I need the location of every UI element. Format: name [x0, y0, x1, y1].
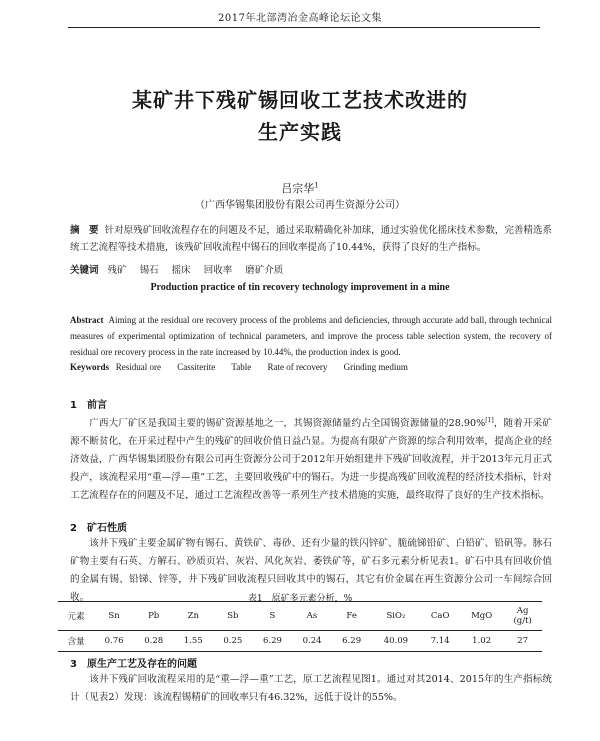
citation: [1]: [485, 417, 494, 424]
table-header-cell: Sn: [108, 611, 120, 621]
section-number: 3: [70, 659, 77, 670]
section-number: 2: [70, 523, 77, 534]
table-row: [58, 631, 542, 652]
table-header-cell: SiO₂: [386, 611, 406, 621]
keyword-en: Rate of recovery: [267, 362, 328, 372]
keyword-en: Residual ore: [115, 362, 161, 372]
author-name: 吕宗华: [281, 182, 315, 195]
table-cell: 6.29: [342, 636, 362, 646]
table-header-cell: MgO: [471, 611, 493, 621]
table-header-cell: Pb: [148, 611, 160, 621]
abstract-en: [70, 312, 552, 360]
section-2-paragraph: 该井下残矿主要金属矿物有锡石、黄铁矿、毒砂、还有少量的铁闪锌矿、脆硫锑铅矿、白铅矿、铅矾等。脉石矿物主要有石英、方解石、砂质页岩、灰岩、风化灰岩、萎铁矿等，矿石多元素分析见表1。矿石中具有回收价值的金属有锡、铅锑、锌等，井下残矿回收流程只回收其中的锡石，其它有价金属在再生资源分公司一车间综合回收。: [70, 538, 552, 603]
keyword-cn: 摇床: [171, 265, 191, 276]
abstract-en-label: Abstract: [70, 315, 104, 325]
table-header-cell: CaO: [430, 611, 450, 621]
abstract-cn-text: 针对原残矿回收流程存在的问题及不足，通过采取精确化补加球，通过实验优化摇床技术参数，完善精选系统工艺流程等技术措施，该残矿回收流程中锡石的回收率提高了10.44%，获得了良好的生产指标。: [70, 225, 552, 253]
table-cell: 1.55: [183, 636, 203, 646]
table-caption: 表1 原矿多元素分析，%: [247, 594, 353, 604]
abstract-en-text: Aiming at the residual ore recovery process of the problems and deficiencies, through accurate add ball, through technical measures of experimental optimization of technical parameters, and improve the process table selection system, the recovery of residual ore recovery process in the rate increased by 10.44%, the production index is good.: [70, 315, 553, 357]
section-heading-3: [70, 655, 197, 670]
table-header-cell: Sb: [227, 611, 239, 621]
keywords-en: [70, 362, 552, 372]
keyword-cn: 磨矿介质: [245, 265, 284, 276]
affiliation: （广西华锡集团股份有限公司再生资源分公司）: [195, 200, 405, 211]
abstract-cn: [70, 222, 552, 256]
title-line-2: 生产实践: [258, 120, 342, 144]
table-row-label: 含量: [67, 637, 85, 647]
english-title: Production practice of tin recovery technology improvement in a mine: [150, 282, 450, 293]
running-header: 2017年北部湾冶金高峰论坛论文集: [218, 13, 382, 24]
section-title: 原生产工艺及存在的问题: [86, 659, 197, 670]
para-text: ，随着开采矿源不断贫化，在开采过程中产生的残矿的回收价值日益凸显。为提高有限矿产资源的综合利用效率，提高企业的经济效益，广西华锡集团股份有限公司再生资源分公司于2012年开始组建井下残矿回收流程，并于2013年元月正式投产，该流程采用“重—浮—重”工艺，主要回收残矿中的锡石。为进一步提高残矿回收流程的经济技术指标，针对工艺流程存在的问题及不足，通过工艺流程改善等一系列生产技术措施的实施，最终取得了良好的生产技术指标。: [70, 418, 552, 502]
keyword-cn: 残矿: [107, 265, 127, 276]
section-title: 矿石性质: [86, 523, 127, 534]
keywords-cn-label: 关键词: [70, 265, 99, 276]
keyword-en: Table: [231, 362, 252, 372]
table-header-row: [58, 602, 542, 631]
keyword-en: Cassiterite: [177, 362, 216, 372]
section-number: 1: [70, 400, 77, 411]
title-line-1: 某矿井下残矿锡回收工艺技术改进的: [132, 88, 468, 112]
para-text: 广西大厂矿区是我国主要的锡矿资源基地之一，其锡资源储量约占全国锡资源储量的28.90%: [89, 418, 486, 430]
keywords-en-label: Keywords: [70, 362, 109, 372]
table-header-cell: S: [269, 611, 276, 621]
table-cell: 7.14: [430, 636, 450, 646]
keyword-cn: 锡石: [139, 265, 159, 276]
section-title: 前言: [86, 400, 107, 411]
section-heading-1: [70, 396, 107, 411]
section-3-paragraph: 该井下残矿回收流程采用的是“重—浮—重”工艺，原工艺流程见图1。通过对其2014、2015年的生产指标统计（见表2）发现：该流程锡精矿的回收率只有46.32%，远低于设计的55%。: [70, 674, 552, 703]
author: [0, 180, 600, 196]
author-sup: 1: [314, 181, 319, 190]
table-header-cell: 元素: [67, 612, 85, 622]
table-cell: 0.25: [223, 636, 243, 646]
header-rule: [68, 27, 540, 28]
section-heading-2: [70, 519, 127, 534]
table-cell: 0.24: [302, 636, 322, 646]
table-header-cell: As: [306, 611, 318, 621]
table-header-cell: Fe: [346, 611, 357, 621]
element-analysis-table: [58, 601, 542, 652]
table-cell: 1.02: [472, 636, 492, 646]
section-1-paragraph: [70, 412, 552, 505]
table-cell: 0.76: [104, 636, 124, 646]
keyword-cn: 回收率: [203, 265, 233, 276]
ag-unit: (g/t): [513, 616, 532, 626]
keyword-en: Grinding medium: [343, 362, 408, 372]
table-header-cell: Zn: [187, 611, 199, 621]
table-cell: 0.28: [144, 636, 164, 646]
ag-symbol: Ag: [516, 606, 529, 616]
table-cell: 6.29: [262, 636, 282, 646]
table-header-cell-ag: [503, 602, 542, 631]
paper-title: [0, 84, 600, 148]
table-cell: 27: [517, 636, 529, 646]
abstract-cn-label: 摘 要: [70, 225, 99, 236]
table-cell: 40.09: [383, 636, 409, 646]
keywords-cn: [70, 262, 552, 276]
